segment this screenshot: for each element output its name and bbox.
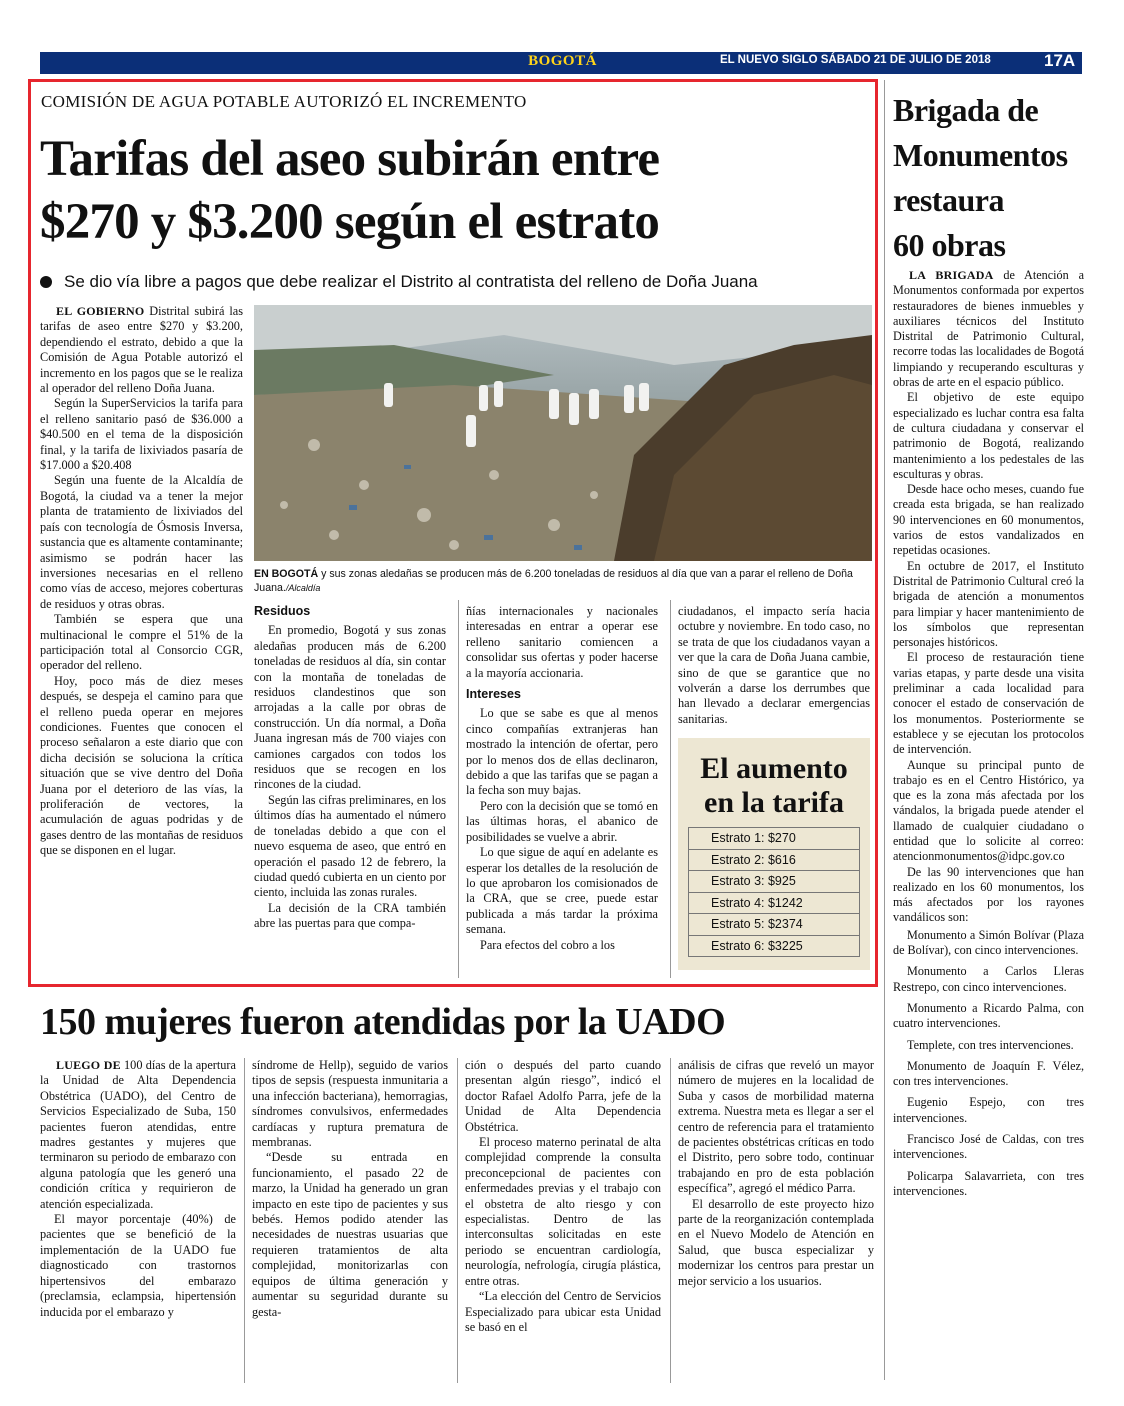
- tariff-row: Estrato 4: $1242: [689, 892, 860, 914]
- column-divider: [884, 80, 885, 1380]
- paragraph: Según la SuperServicios la tarifa para el relleno sanitario pasó de $36.000 a $40.500 en el tema de la disposición final, y la tarifa de lixiviados pasaría de $17.000 a $20.408: [40, 396, 243, 473]
- paragraph: En octubre de 2017, el Instituto Distrital de Patrimonio Cultural creó la brigada de atención a monumentos para limpiar y hacer mantenimiento de los símbolos que representan personajes históricos.: [893, 558, 1084, 650]
- infobox-title-line: El aumento: [700, 752, 848, 785]
- paragraph: ciudadanos, el impacto sería hacia octubre y noviembre. En todo caso, no se trata de que los ciudadanos vayan a ver que la cara de Doña Juana cambie, sino de que se garantice que no volverán a darse los derrumbes que han llevado a declarar emergencias sanitarias.: [678, 604, 870, 726]
- tariff-row: Estrato 5: $2374: [689, 914, 860, 936]
- paragraph: Según una fuente de la Alcaldía de Bogotá, la ciudad va a tener la mejor planta de tratamiento de lixiviados del país con tecnología de Ósmosis Inversa, sustancia que es altamente contaminante; asimismo se podrán hacer las inversiones necesarias en el relleno como vías de acceso, mejores coberturas de residuos y otras obras.: [40, 473, 243, 611]
- tariff-row: Estrato 2: $616: [689, 849, 860, 871]
- sidebar-headline-line: restaura: [893, 182, 1004, 218]
- tariff-row: Estrato 1: $270: [689, 828, 860, 850]
- column-divider: [244, 1058, 245, 1383]
- list-item: Francisco José de Caldas, con tres intervenciones.: [893, 1132, 1084, 1162]
- paragraph: Hoy, poco más de diez meses después, se despeja el camino para que el relleno pueda operar en mejores condiciones. Fuentes que conocen el proceso señalaron a este diario que con dicha decisión se soluciona la crítica situación que se vive dentro del Doña Juana por el deterioro de las vías, la proliferación de vectores, la acumulación de aguas podridas y de gases dentro de las montañas de residuos que se disponen en el lugar.: [40, 673, 243, 858]
- publication-date: EL NUEVO SIGLO SÁBADO 21 DE JULIO DE 2018: [720, 54, 991, 66]
- deck-text: Se dio vía libre a pagos que debe realizar el Distrito al contratista del relleno de Doña Juana: [64, 272, 758, 291]
- paragraph: Según las cifras preliminares, en los últimos días ha aumentado el número de toneladas debido a que con el nuevo esquema de aseo, que entró en operación el pasado 12 de febrero, la ciudad quedó cubierta en un ciento por ciento, incluida las zonas rurales.: [254, 792, 446, 900]
- photo-caption: [254, 567, 872, 595]
- subhead: Intereses: [466, 687, 521, 702]
- paragraph: De las 90 intervenciones que han realizado en los 60 monumentos, los más afectados por los rayones vandálicos son:: [893, 864, 1084, 925]
- article-column-2: [254, 598, 446, 932]
- list-item: Policarpa Salavarrieta, con tres intervenciones.: [893, 1168, 1084, 1198]
- paragraph: 100 días de la apertura la Unidad de Alta Dependencia Obstétrica (UADO), del Centro de Servicios Especializado de Suba, 150 pacientes fueron atendidas, entre madres gestantes y mujeres que terminaron su periodo de embarazo con alguna patología que les generó una condición crítica y requirieron de atención especializada.: [40, 1058, 236, 1211]
- paragraph: de Atención a Monumentos conformada por expertos restauradores de bienes inmuebles y auxiliares técnicos del Instituto Distrital de Patrimonio Cultural, recorre todas las localidades de Bogotá limpiando y recuperando esculturas y obras de arte en el espacio público.: [893, 268, 1084, 390]
- lead-in: EL GOBIERNO: [56, 304, 145, 318]
- paragraph: El desarrollo de este proyecto hizo parte de la reorganización contemplada en el Nuevo Modelo de Atención en Salud, que busca especializar y modernizar los centros para prestar un mejor servicio a los usuarios.: [678, 1196, 874, 1288]
- infobox-title-line: en la tarifa: [704, 786, 844, 819]
- paragraph: El proceso materno perinatal de alta complejidad comprende la consulta preconcepcional de pacientes con enfermedades previas y el trabajo con el obstetra de alto riesgo y con especialistas. Dentro de las interconsultas solicitadas en este periodo se encuentran cardiología, neurología, nefrología, cirugía plástica, entre otras.: [465, 1135, 661, 1288]
- paragraph: También se espera que una multinacional le compre el 51% de la participación total al Consorcio CGR, operador del relleno.: [40, 612, 243, 673]
- list-item: Monumento a Ricardo Palma, con cuatro intervenciones.: [893, 1000, 1084, 1031]
- sidebar-headline-line: Brigada de: [893, 92, 1039, 128]
- photo-credit: /Alcaldía: [285, 583, 321, 593]
- tariff-infobox: [678, 738, 870, 970]
- paragraph: En promedio, Bogotá y sus zonas aledañas producen más de 6.200 toneladas de residuos al día, sin contar con la montaña de toneladas de residuos clandestinos que son arrojadas a la calle por obras de construcción. Un día normal, a Doña Juana ingresan más de 700 viajes con camiones cargados con todos los residuos que se recogen en los rincones de la ciudad.: [254, 623, 446, 792]
- tariff-row: Estrato 3: $925: [689, 871, 860, 893]
- lead-in: LA BRIGADA: [909, 268, 994, 282]
- paragraph: “La elección del Centro de Servicios Especializado para ubicar esta Unidad se basó en el: [465, 1289, 661, 1334]
- list-item: Templete, con tres intervenciones.: [907, 1037, 1074, 1052]
- tariff-table: [688, 827, 860, 957]
- sidebar-headline-line: Monumentos: [893, 137, 1068, 173]
- article-column-1: [40, 304, 243, 859]
- paragraph: El objetivo de este equipo especializado es luchar contra esa falta de cultura ciudadana y conservar el patrimonio de Bogotá, realizando mantenimiento a los pedestales de las esculturas y obras.: [893, 390, 1084, 481]
- second-headline: 150 mujeres fueron atendidas por la UADO: [40, 1001, 726, 1043]
- tariff-row: Estrato 6: $3225: [689, 935, 860, 957]
- deck: [40, 272, 870, 292]
- paragraph: Pero con la decisión que se tomó en las últimas horas, el abanico de posibilidades se vuelve a abrir.: [466, 798, 658, 844]
- main-headline: [40, 128, 870, 254]
- bullet-icon: [40, 276, 52, 288]
- list-item: Eugenio Espejo, con tres intervenciones.: [893, 1095, 1084, 1125]
- paragraph: Distrital subirá las tarifas de aseo entre $270 y $3.200, dependiendo el estrato, debido a que la Comisión de Agua Potable autorizó el incremento en los pagos que se le realiza al operador del relleno Doña Juana.: [40, 304, 243, 396]
- paragraph: El proceso de restauración tiene varias etapas, y parte desde una visita preliminar a cada localidad para conocer el estado de conservación de los monumentos. Posteriormente se establece y se ejecutan los protocolos de intervención.: [893, 650, 1084, 757]
- column-divider: [670, 1058, 671, 1383]
- kicker: COMISIÓN DE AGUA POTABLE AUTORIZÓ EL INCREMENTO: [41, 92, 527, 111]
- paragraph: “Desde su entrada en funcionamiento, el pasado 22 de marzo, la Unidad ha generado un gran impacto en este tipo de pacientes y sus bebés. Hemos podido atender las necesidades de nuestras usuarias que requieren tratamientos de alta complejidad, monitorizarlas con equipos de última generación y aumentar su seguridad durante su gesta-: [252, 1150, 448, 1319]
- infobox-title: [678, 752, 870, 820]
- paragraph: Lo que sigue de aquí en adelante es esperar los detalles de la resolución de lo que aprobaron los comisionados de la CRA, que se cree, puede estar publicada a más tardar la próxima semana.: [466, 845, 658, 937]
- paragraph: ción o después del parto cuando presentan algún riesgo”, indicó el doctor Rafael Adolfo Parra, jefe de la Unidad de Alta Dependencia Obstétrica.: [465, 1058, 661, 1134]
- second-column-2: [252, 1058, 448, 1320]
- paragraph: Lo que se sabe es que al menos cinco compañías extranjeras han mostrado la intención de ofertar, pero por lo menos dos de ellas declinaron, debido a que las tarifas que se pagan a la fecha son muy bajas.: [466, 706, 658, 798]
- section-name: BOGOTÁ: [528, 53, 597, 69]
- paragraph: El mayor porcentaje (40%) de pacientes que se benefició de la implementación de la UADO fue diagnosticado con trastornos hipertensivos del embarazo (preclamsia, eclampsia, hipertensión inducida por el embarazo y: [40, 1212, 236, 1319]
- paragraph: Aunque su principal punto de trabajo es en el Centro Histórico, ya que es la zona más afectada por los vándalos, la brigada puede atender el llamado de cualquier ciudadano o entidad que lo solicite al correo: atencionmonumentos@idpc.gov.co: [893, 757, 1084, 864]
- column-divider: [457, 1058, 458, 1383]
- sidebar-headline: [893, 88, 1093, 268]
- paragraph: Desde hace ocho meses, cuando fue creada esta brigada, se han realizado 90 intervenciones en 60 monumentos, varios de estos vandalizados en repetidas ocasiones.: [893, 482, 1084, 558]
- headline-line-1: Tarifas del aseo subirán entre: [40, 131, 660, 187]
- list-item: Monumento a Simón Bolívar (Plaza de Bolívar), con cinco intervenciones.: [893, 927, 1084, 958]
- second-column-3: [465, 1058, 661, 1335]
- paragraph: síndrome de Hellp), seguido de varios tipos de sepsis (respuesta inmunitaria a una infección bacteriana), hemorragias, síndromes convulsivos, enfermedades cardíacas y ruptura prematura de membranas.: [252, 1058, 448, 1150]
- page-number: 17A: [1044, 51, 1076, 70]
- column-divider: [670, 600, 671, 978]
- list-item: Monumento de Joaquín F. Vélez, con tres intervenciones.: [893, 1058, 1084, 1089]
- column-divider: [458, 600, 459, 978]
- subhead: Residuos: [254, 604, 311, 618]
- paragraph: análisis de cifras que reveló un mayor número de mujeres en la localidad de Suba y casos de morbilidad materna extrema. Nuestra meta es llegar a ser el centro de referencia para el tratamiento de pacientes obstétricas críticas en todo el Distrito, pero sobre todo, continuar trabajando en pro de esta población específica”, agregó el médico Parra.: [678, 1058, 874, 1196]
- lead-in: LUEGO DE: [56, 1058, 121, 1072]
- landfill-illustration: [254, 305, 872, 561]
- article-column-3: [466, 604, 658, 953]
- caption-text: y sus zonas aledañas se producen más de 6.200 toneladas de residuos al día que van a parar el relleno de Doña Juana.: [254, 568, 853, 594]
- sidebar-column: [893, 268, 1084, 1199]
- caption-lead: EN BOGOTÁ: [254, 568, 319, 580]
- paragraph: ñías internacionales y nacionales interesadas en entrar a operar ese relleno sanitario comiencen a consolidar sus ofertas y poder hacerse a la mayoría accionaria.: [466, 604, 658, 680]
- article-column-4: [678, 604, 870, 727]
- landfill-photo: [254, 305, 872, 561]
- sidebar-headline-line: 60 obras: [893, 227, 1006, 263]
- list-item: Monumento a Carlos Lleras Restrepo, con cinco intervenciones.: [893, 964, 1084, 994]
- headline-line-2: $270 y $3.200 según el estrato: [40, 194, 660, 250]
- paragraph: Para efectos del cobro a los: [480, 937, 615, 952]
- second-column-4: [678, 1058, 874, 1289]
- paragraph: La decisión de la CRA también abre las puertas para que compa-: [254, 900, 446, 931]
- second-column-1: [40, 1058, 236, 1320]
